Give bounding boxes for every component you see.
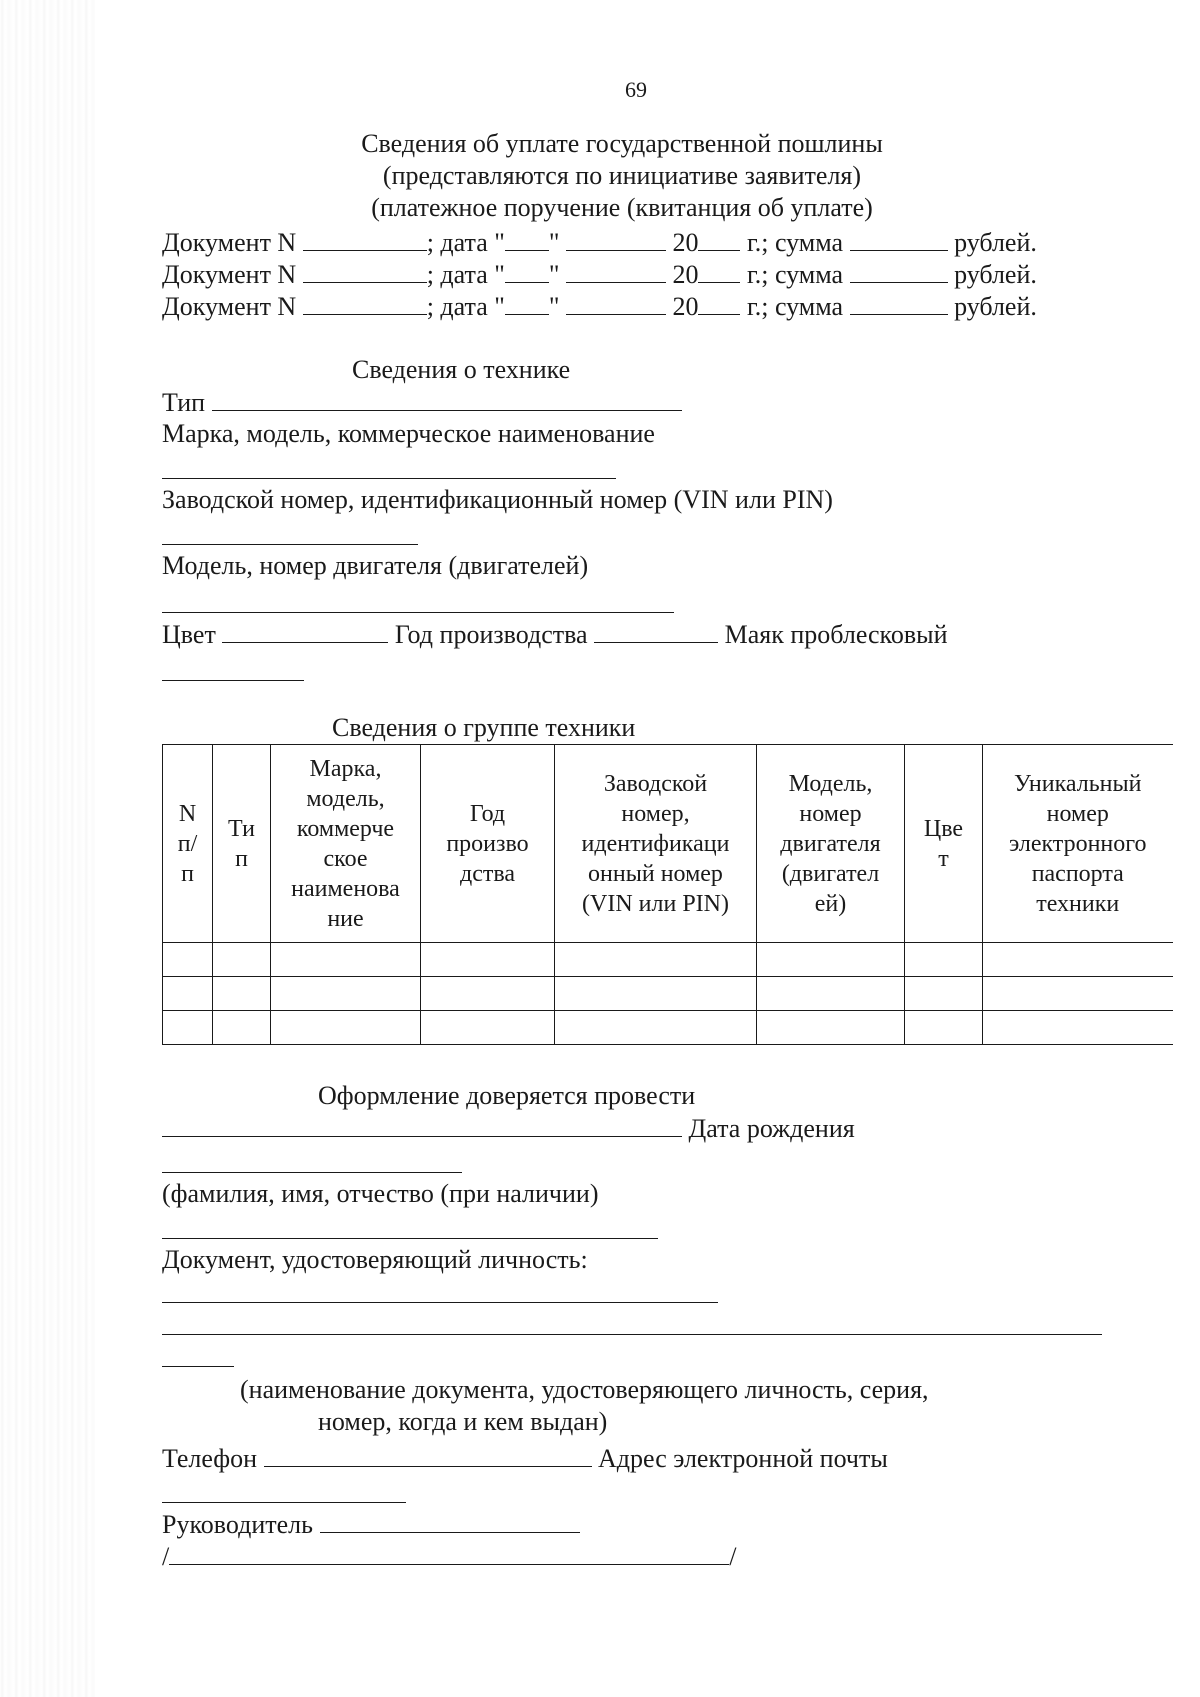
table-cell[interactable] (421, 943, 555, 977)
type-field[interactable] (212, 386, 682, 411)
table-cell[interactable] (213, 977, 271, 1011)
payment-subtitle-2: (платежное поручение (квитанция об уплате) (371, 193, 873, 222)
table-cell[interactable] (983, 977, 1173, 1011)
beacon-label: Маяк проблесковый (724, 620, 948, 649)
col-serial-header: Заводской номер, идентификаци онный номер (VIN или PIN) (555, 745, 757, 943)
table-cell[interactable] (905, 943, 983, 977)
contact-row (162, 1442, 888, 1475)
table-cell[interactable] (757, 977, 905, 1011)
table-cell[interactable] (983, 943, 1173, 977)
table-cell[interactable] (983, 1011, 1173, 1045)
table-cell[interactable] (757, 1011, 905, 1045)
color-field[interactable] (222, 618, 388, 643)
type-label: Тип (162, 388, 206, 417)
birth-date-field[interactable] (162, 1172, 462, 1173)
date-label: ; дата " (426, 260, 505, 289)
year-prefix: 20 (672, 260, 699, 289)
doc-label: Документ N (162, 292, 297, 321)
id-caption-1: (наименование документа, удостоверяющего личность, серия, (240, 1375, 929, 1404)
quote-close: " (548, 228, 560, 257)
head-row (162, 1508, 580, 1541)
table-cell[interactable] (213, 1011, 271, 1045)
col-type-header: Ти п (213, 745, 271, 943)
col-color-header: Цве т (905, 745, 983, 943)
id-doc-label: Документ, удостоверяющий личность: (162, 1245, 588, 1274)
month-field[interactable] (566, 290, 666, 315)
table-cell[interactable] (905, 977, 983, 1011)
payment-doc-line-3 (162, 290, 1037, 323)
payment-doc-line-1 (162, 226, 1037, 259)
doc-number-field[interactable] (303, 290, 427, 315)
color-year-row (162, 618, 948, 651)
phone-field[interactable] (264, 1442, 592, 1467)
slash-open: / (162, 1542, 170, 1571)
year-prefix: 20 (672, 292, 699, 321)
slash-close: / (729, 1542, 737, 1571)
table-cell[interactable] (421, 1011, 555, 1045)
serial-field[interactable] (162, 544, 418, 545)
month-field[interactable] (566, 258, 666, 283)
beacon-field[interactable] (162, 680, 304, 681)
id-doc-field-1[interactable] (162, 1302, 718, 1303)
fio-line[interactable] (162, 1238, 658, 1239)
quote-close: " (548, 292, 560, 321)
table-cell[interactable] (555, 977, 757, 1011)
col-year-header: Год произво дства (421, 745, 555, 943)
year-field[interactable] (698, 226, 740, 251)
trust-name-field[interactable] (162, 1112, 682, 1137)
group-title: Сведения о группе техники (332, 713, 636, 742)
payment-doc-line-2 (162, 258, 1037, 291)
doc-number-field[interactable] (303, 258, 427, 283)
year-field[interactable] (698, 258, 740, 283)
sum-label: г.; сумма (746, 228, 844, 257)
production-year-field[interactable] (594, 618, 718, 643)
table-cell[interactable] (163, 943, 213, 977)
date-label: ; дата " (426, 292, 505, 321)
payment-subtitle-1: (представляются по инициативе заявителя) (382, 161, 862, 190)
quote-close: " (548, 260, 560, 289)
table-cell[interactable] (271, 977, 421, 1011)
table-row (163, 943, 1173, 977)
head-signature-field[interactable] (320, 1508, 580, 1533)
currency-label: рублей. (954, 228, 1037, 257)
phone-label: Телефон (162, 1444, 258, 1473)
type-row (162, 386, 682, 419)
year-label: Год производства (394, 620, 588, 649)
day-field[interactable] (505, 290, 549, 315)
tech-title: Сведения о технике (352, 355, 571, 384)
table-cell[interactable] (163, 977, 213, 1011)
id-doc-field-3[interactable] (162, 1366, 234, 1367)
doc-label: Документ N (162, 228, 297, 257)
fio-caption: (фамилия, имя, отчество (при наличии) (162, 1179, 599, 1208)
group-table (162, 744, 1173, 1045)
table-cell[interactable] (213, 943, 271, 977)
col-engine-header: Модель, номер двигателя (двигател ей) (757, 745, 905, 943)
year-prefix: 20 (672, 228, 699, 257)
day-field[interactable] (505, 226, 549, 251)
head-name-row (162, 1540, 736, 1573)
day-field[interactable] (505, 258, 549, 283)
sum-field[interactable] (850, 258, 948, 283)
sum-label: г.; сумма (746, 292, 844, 321)
col-passport-header: Уникальный номер электронного паспорта техники (983, 745, 1173, 943)
email-field[interactable] (162, 1502, 406, 1503)
table-cell[interactable] (271, 1011, 421, 1045)
sum-field[interactable] (850, 226, 948, 251)
table-cell[interactable] (271, 943, 421, 977)
scan-edge-noise (0, 0, 95, 1697)
currency-label: рублей. (954, 292, 1037, 321)
col-brand-header: Марка, модель, коммерче ское наименова ние (271, 745, 421, 943)
trust-title: Оформление доверяется провести (318, 1081, 696, 1110)
table-cell[interactable] (905, 1011, 983, 1045)
col-number-header: N п/ п (163, 745, 213, 943)
payment-title: Сведения об уплате государственной пошлины (361, 129, 883, 158)
email-label: Адрес электронной почты (598, 1444, 888, 1473)
group-table-header-row (163, 745, 1173, 943)
id-doc-field-2[interactable] (162, 1334, 1102, 1335)
page-number: 69 (625, 77, 647, 102)
date-label: ; дата " (426, 228, 505, 257)
head-name-field[interactable] (169, 1540, 729, 1565)
trust-name-row (162, 1112, 855, 1145)
sum-label: г.; сумма (746, 260, 844, 289)
year-field[interactable] (698, 290, 740, 315)
sum-field[interactable] (850, 290, 948, 315)
engine-field[interactable] (162, 612, 674, 613)
table-row (163, 977, 1173, 1011)
id-caption-2: номер, когда и кем выдан) (318, 1407, 608, 1436)
birth-label: Дата рождения (688, 1114, 855, 1143)
currency-label: рублей. (954, 260, 1037, 289)
color-label: Цвет (162, 620, 216, 649)
head-label: Руководитель (162, 1510, 313, 1539)
serial-label: Заводской номер, идентификационный номер (VIN или PIN) (162, 485, 833, 514)
table-row (163, 1011, 1173, 1045)
doc-label: Документ N (162, 260, 297, 289)
table-cell[interactable] (555, 943, 757, 977)
table-cell[interactable] (757, 943, 905, 977)
doc-number-field[interactable] (303, 226, 427, 251)
month-field[interactable] (566, 226, 666, 251)
engine-label: Модель, номер двигателя (двигателей) (162, 551, 589, 580)
table-cell[interactable] (421, 977, 555, 1011)
brand-label: Марка, модель, коммерческое наименование (162, 419, 655, 448)
table-cell[interactable] (555, 1011, 757, 1045)
table-cell[interactable] (163, 1011, 213, 1045)
brand-field[interactable] (162, 478, 616, 479)
